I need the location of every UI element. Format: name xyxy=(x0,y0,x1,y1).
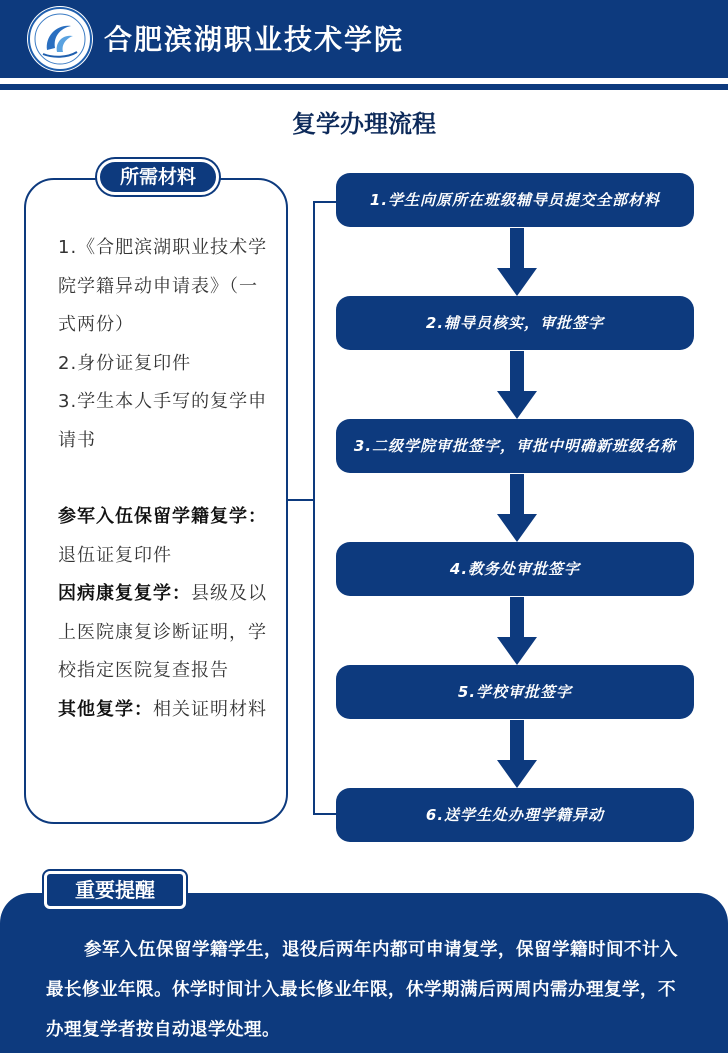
special-text: 县级及以上医院康复诊断证明，学校指定医院复查报告 xyxy=(58,583,267,681)
special-material xyxy=(58,691,268,730)
reminder-tag: 重要提醒 xyxy=(44,871,186,909)
flow-step-2: 2.辅导员核实，审批签字 xyxy=(336,296,694,350)
special-label: 参军入伍保留学籍复学： xyxy=(58,506,267,527)
bracket-connector xyxy=(288,200,348,816)
flow-step-5: 5.学校审批签字 xyxy=(336,665,694,719)
flow-step-6: 6.送学生处办理学籍异动 xyxy=(336,788,694,842)
material-item: 1.《合肥滨湖职业技术学院学籍异动申请表》（一式两份） xyxy=(58,237,268,335)
special-text: 退伍证复印件 xyxy=(58,544,172,566)
down-arrow-icon xyxy=(497,228,537,296)
flow-step-1: 1.学生向原所在班级辅导员提交全部材料 xyxy=(336,173,694,227)
material-item: 3.学生本人手写的复学申请书 xyxy=(58,391,268,451)
special-label: 其他复学： xyxy=(58,698,153,720)
special-text: 相关证明材料 xyxy=(153,698,267,720)
page-title: 复学办理流程 xyxy=(292,109,436,138)
down-arrow-icon xyxy=(497,597,537,665)
flow-step-4: 4.教务处审批签字 xyxy=(336,542,694,596)
materials-content xyxy=(58,229,268,729)
materials-tag: 所需材料 xyxy=(97,159,219,195)
special-material xyxy=(58,575,268,691)
school-logo-icon xyxy=(27,6,93,72)
down-arrow-icon xyxy=(497,720,537,788)
down-arrow-icon xyxy=(497,351,537,419)
school-name: 合肥滨湖职业技术学院 xyxy=(104,23,405,56)
material-item: 2.身份证复印件 xyxy=(58,352,192,374)
special-label: 因病康复复学： xyxy=(58,583,191,604)
header-divider xyxy=(0,84,728,90)
special-material xyxy=(58,498,268,575)
down-arrow-icon xyxy=(497,474,537,542)
reminder-text: 参军入伍保留学籍学生，退役后两年内都可申请复学，保留学籍时间不计入最长修业年限。休学时间计入最长修业年限，休学期满后两周内需办理复学，不办理复学者按自动退学处理。 xyxy=(46,940,678,1040)
header-bar xyxy=(0,0,728,78)
flow-step-3: 3.二级学院审批签字，审批中明确新班级名称 xyxy=(336,419,694,473)
